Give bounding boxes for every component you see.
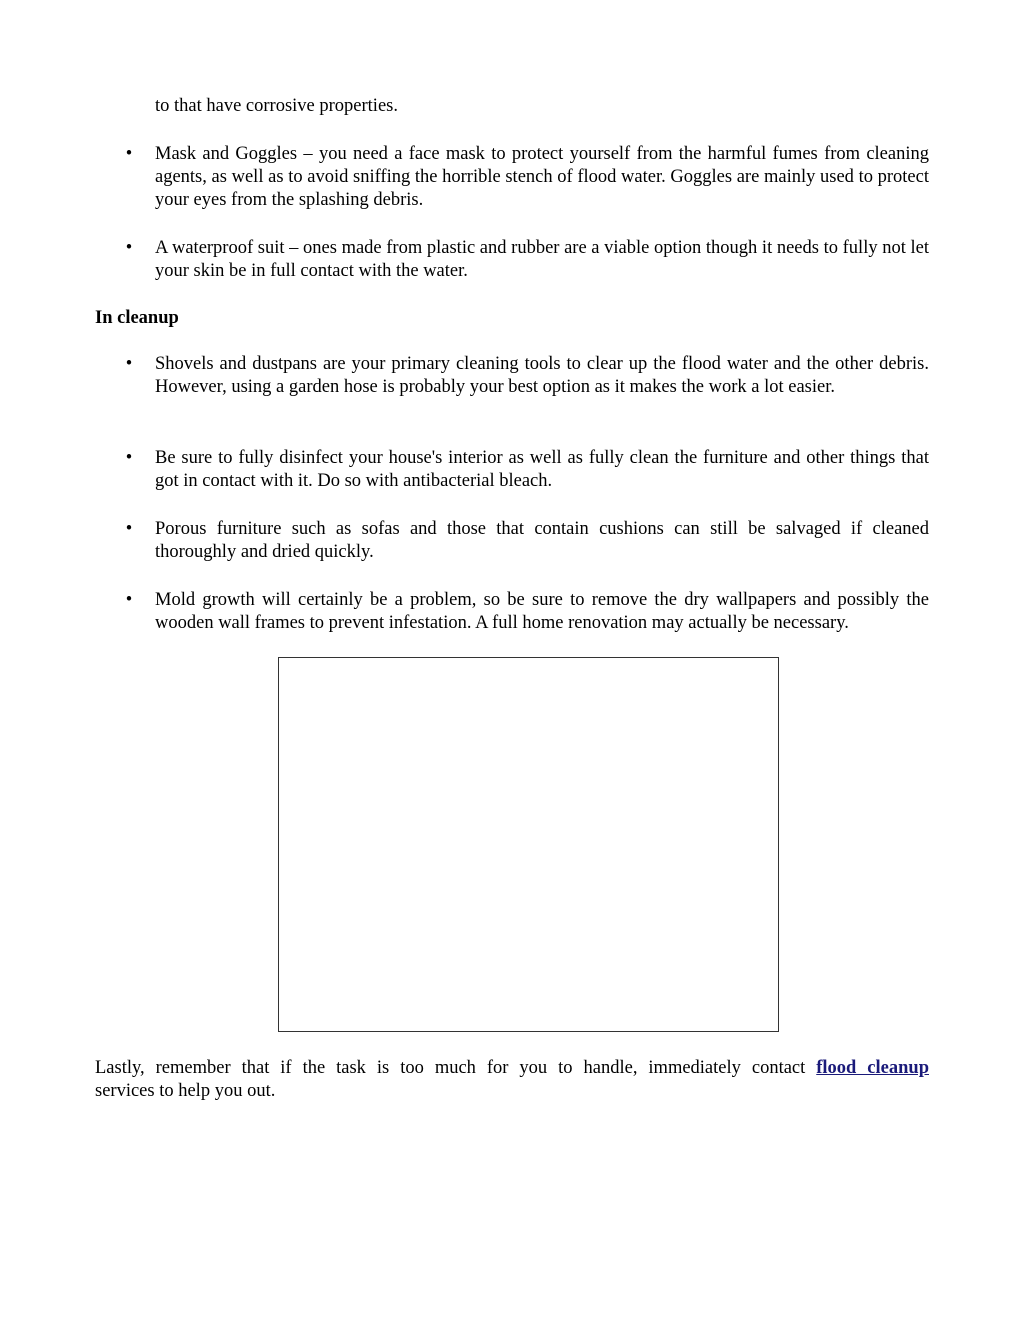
closing-text-after-link: services to help you out. [95,1081,276,1101]
list-item-mask-goggles [125,143,929,212]
list-item-text: Shovels and dustpans are your primary cleaning tools to clear up the flood water and the other debris. However, using a garden hose is probably your best option as it makes the work a lot easier. [155,354,929,397]
list-item-text: Mask and Goggles – you need a face mask to protect yourself from the harmful fumes from cleaning agents, as well as to avoid sniffing the horrible stench of flood water. Goggles are mainly used to protect your eyes from the splashing debris. [155,144,929,210]
list-item-disinfect [125,447,929,493]
bullet-icon: • [125,238,133,258]
bullet-icon: • [125,354,133,374]
image-placeholder-frame [278,657,779,1032]
list-item-mold-growth [125,589,929,635]
continuation-text: to that have corrosive properties. [155,96,398,116]
list-item-text: Porous furniture such as sofas and those that contain cushions can still be salvaged if cleaned thoroughly and dried quickly. [155,519,929,562]
bullet-icon: • [125,144,133,164]
bullet-icon: • [125,590,133,610]
closing-line [95,1057,929,1080]
bullet-icon: • [125,448,133,468]
closing-text-before-link: Lastly, remember that if the task is too much for you to handle, immediately contact [95,1058,817,1078]
list-item-text: Mold growth will certainly be a problem, so be sure to remove the dry wallpapers and possibly the wooden wall frames to prevent infestation. A full home renovation may actually be necessary. [155,590,929,633]
closing-paragraph [95,1057,929,1103]
list-item-text: A waterproof suit – ones made from plastic and rubber are a viable option though it needs to fully not let your skin be in full contact with the water. [155,238,929,281]
list-item-text: Be sure to fully disinfect your house's interior as well as fully clean the furniture and other things that got in contact with it. Do so with antibacterial bleach. [155,448,929,491]
section-heading-in-cleanup: In cleanup [95,308,179,328]
list-item-porous-furniture [125,518,929,564]
flood-cleanup-link[interactable]: flood cleanup [816,1058,929,1078]
list-item-waterproof-suit [125,237,929,283]
bullet-icon: • [125,519,133,539]
list-item-shovels [125,353,929,399]
